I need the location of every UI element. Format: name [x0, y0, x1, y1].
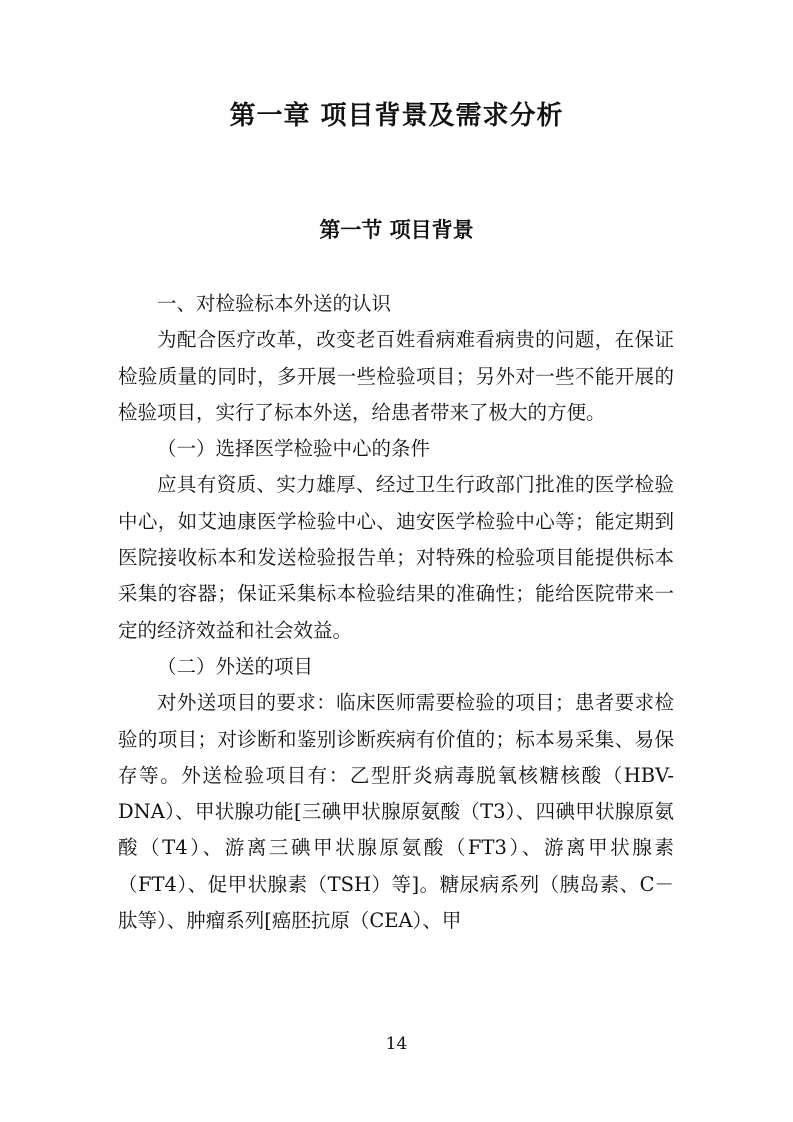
body-text: [118, 286, 674, 939]
subheading-items: （二）外送的项目: [157, 654, 314, 678]
heading-recognition: 一、对检验标本外送的认识: [157, 292, 392, 315]
subheading-conditions: （一）选择医学检验中心的条件: [157, 437, 431, 461]
page-number: 14: [385, 1034, 408, 1054]
paragraph-conditions: 应具有资质、实力雄厚、经过卫生行政部门批准的医学检验中心，如艾迪康医学检验中心、迪安医学检验中心等；能定期到医院接收标本和发送检验报告单；对特殊的检验项目能提供标本采集的容器；保证采集标本检验结果的准确性；能给医院带来一定的经济效益和社会效益。: [118, 473, 674, 642]
paragraph-intro: 为配合医疗改革，改变老百姓看病难看病贵的问题，在保证检验质量的同时，多开展一些检验项目；另外对一些不能开展的检验项目，实行了标本外送，给患者带来了极大的方便。: [118, 328, 674, 424]
section-title: 第一节 项目背景: [319, 217, 474, 242]
paragraph-items: 对外送项目的要求：临床医师需要检验的项目；患者要求检验的项目；对诊断和鉴别诊断疾病有价值的；标本易采集、易保存等。外送检验项目有：乙型肝炎病毒脱氧核糖核酸（HBV-DNA）、甲状腺功能[三碘甲状腺原氨酸（T3）、四碘甲状腺原氨酸（T4）、游离三碘甲状腺原氨酸（FT3）、游离甲状腺素（FT4）、促甲状腺素（TSH）等]。糖尿病系列（胰岛素、C－肽等）、肿瘤系列[癌胚抗原（CEA）、甲: [118, 691, 674, 933]
chapter-title: 第一章 项目背景及需求分析: [229, 101, 564, 131]
